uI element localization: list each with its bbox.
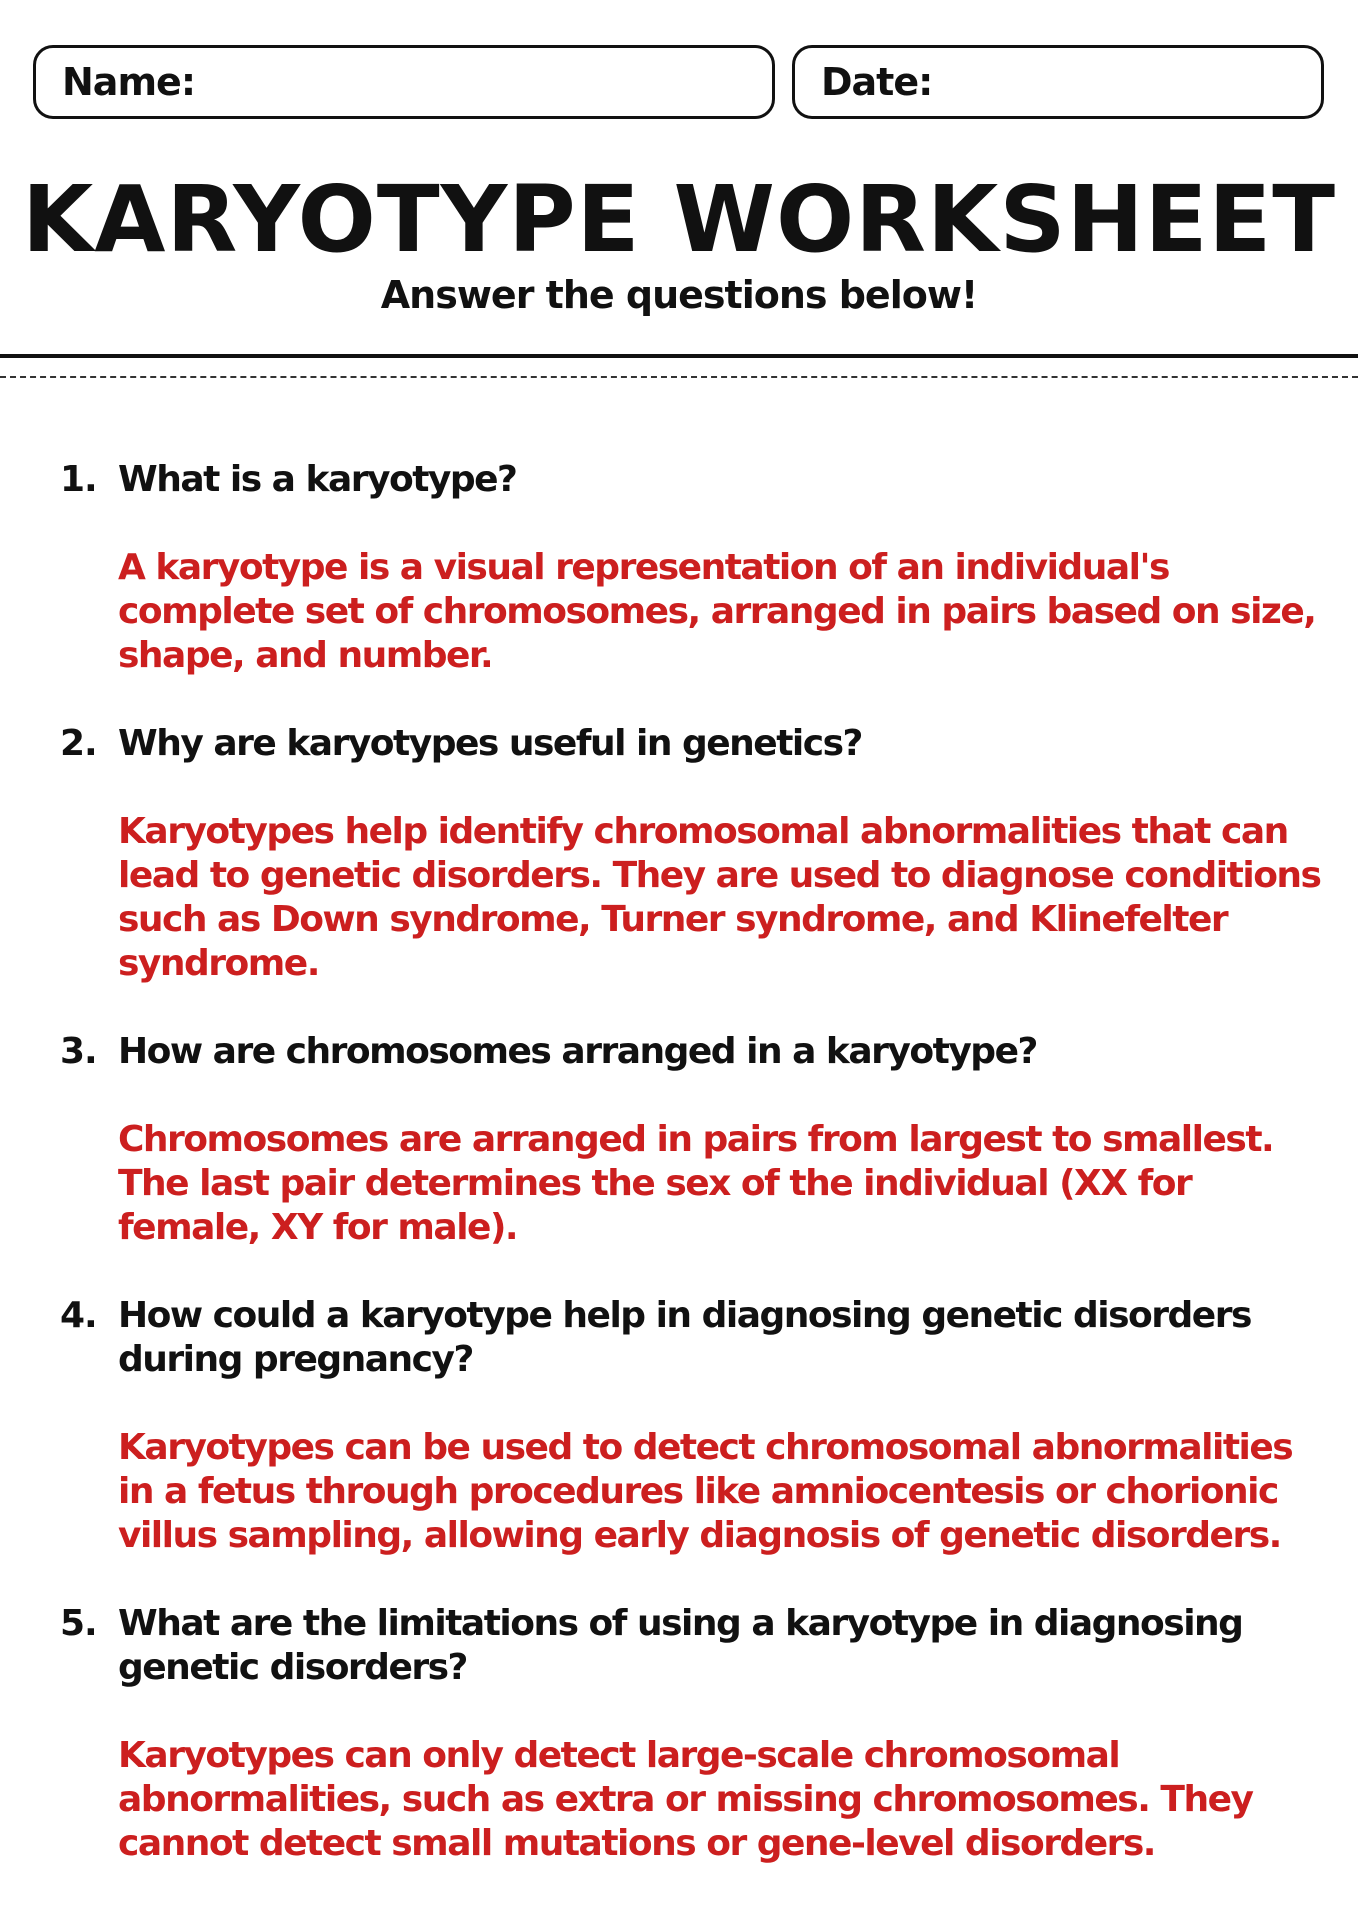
question-number: 5. bbox=[60, 1603, 97, 1644]
header-divider bbox=[0, 354, 1358, 358]
name-field[interactable] bbox=[33, 45, 775, 119]
page-subtitle: Answer the questions below! bbox=[380, 273, 978, 317]
question-item-5 bbox=[60, 1602, 1330, 1866]
name-label: Name: bbox=[62, 60, 196, 104]
question-number: 1. bbox=[60, 459, 97, 500]
answer-text: A karyotype is a visual representation of an individual's complete set of chromosomes, arranged in pairs based on size, shape, and number. bbox=[118, 547, 1316, 676]
question-text: What are the limitations of using a karyotype in diagnosing genetic disorders? bbox=[118, 1603, 1243, 1688]
question-item-4 bbox=[60, 1294, 1330, 1558]
page-title: KARYOTYPE WORKSHEET bbox=[21, 166, 1337, 273]
date-field[interactable] bbox=[792, 45, 1324, 119]
dashed-divider bbox=[0, 376, 1358, 378]
question-text: Why are karyotypes useful in genetics? bbox=[118, 723, 862, 764]
answer-text: Chromosomes are arranged in pairs from largest to smallest. The last pair determines the sex of the individual (XX for female, XY for male). bbox=[118, 1119, 1274, 1248]
answer-text: Karyotypes can only detect large-scale chromosomal abnormalities, such as extra or missing chromosomes. They cannot detect small mutations or gene-level disorders. bbox=[118, 1735, 1253, 1864]
date-label: Date: bbox=[821, 60, 933, 104]
question-text: How could a karyotype help in diagnosing genetic disorders during pregnancy? bbox=[118, 1295, 1251, 1380]
question-number: 4. bbox=[60, 1295, 97, 1336]
answer-text: Karyotypes help identify chromosomal abnormalities that can lead to genetic disorders. They are used to diagnose conditions such as Down syndrome, Turner syndrome, and Klinefelter syndrome. bbox=[118, 811, 1321, 984]
question-number: 3. bbox=[60, 1031, 97, 1072]
question-item-2 bbox=[60, 722, 1330, 986]
question-list bbox=[60, 458, 1330, 1910]
question-text: How are chromosomes arranged in a karyotype? bbox=[118, 1031, 1037, 1072]
question-text: What is a karyotype? bbox=[118, 459, 517, 500]
question-item-3 bbox=[60, 1030, 1330, 1250]
question-item-1 bbox=[60, 458, 1330, 678]
question-number: 2. bbox=[60, 723, 97, 764]
answer-text: Karyotypes can be used to detect chromosomal abnormalities in a fetus through procedures like amniocentesis or chorionic villus sampling, allowing early diagnosis of genetic disorders. bbox=[118, 1427, 1293, 1556]
